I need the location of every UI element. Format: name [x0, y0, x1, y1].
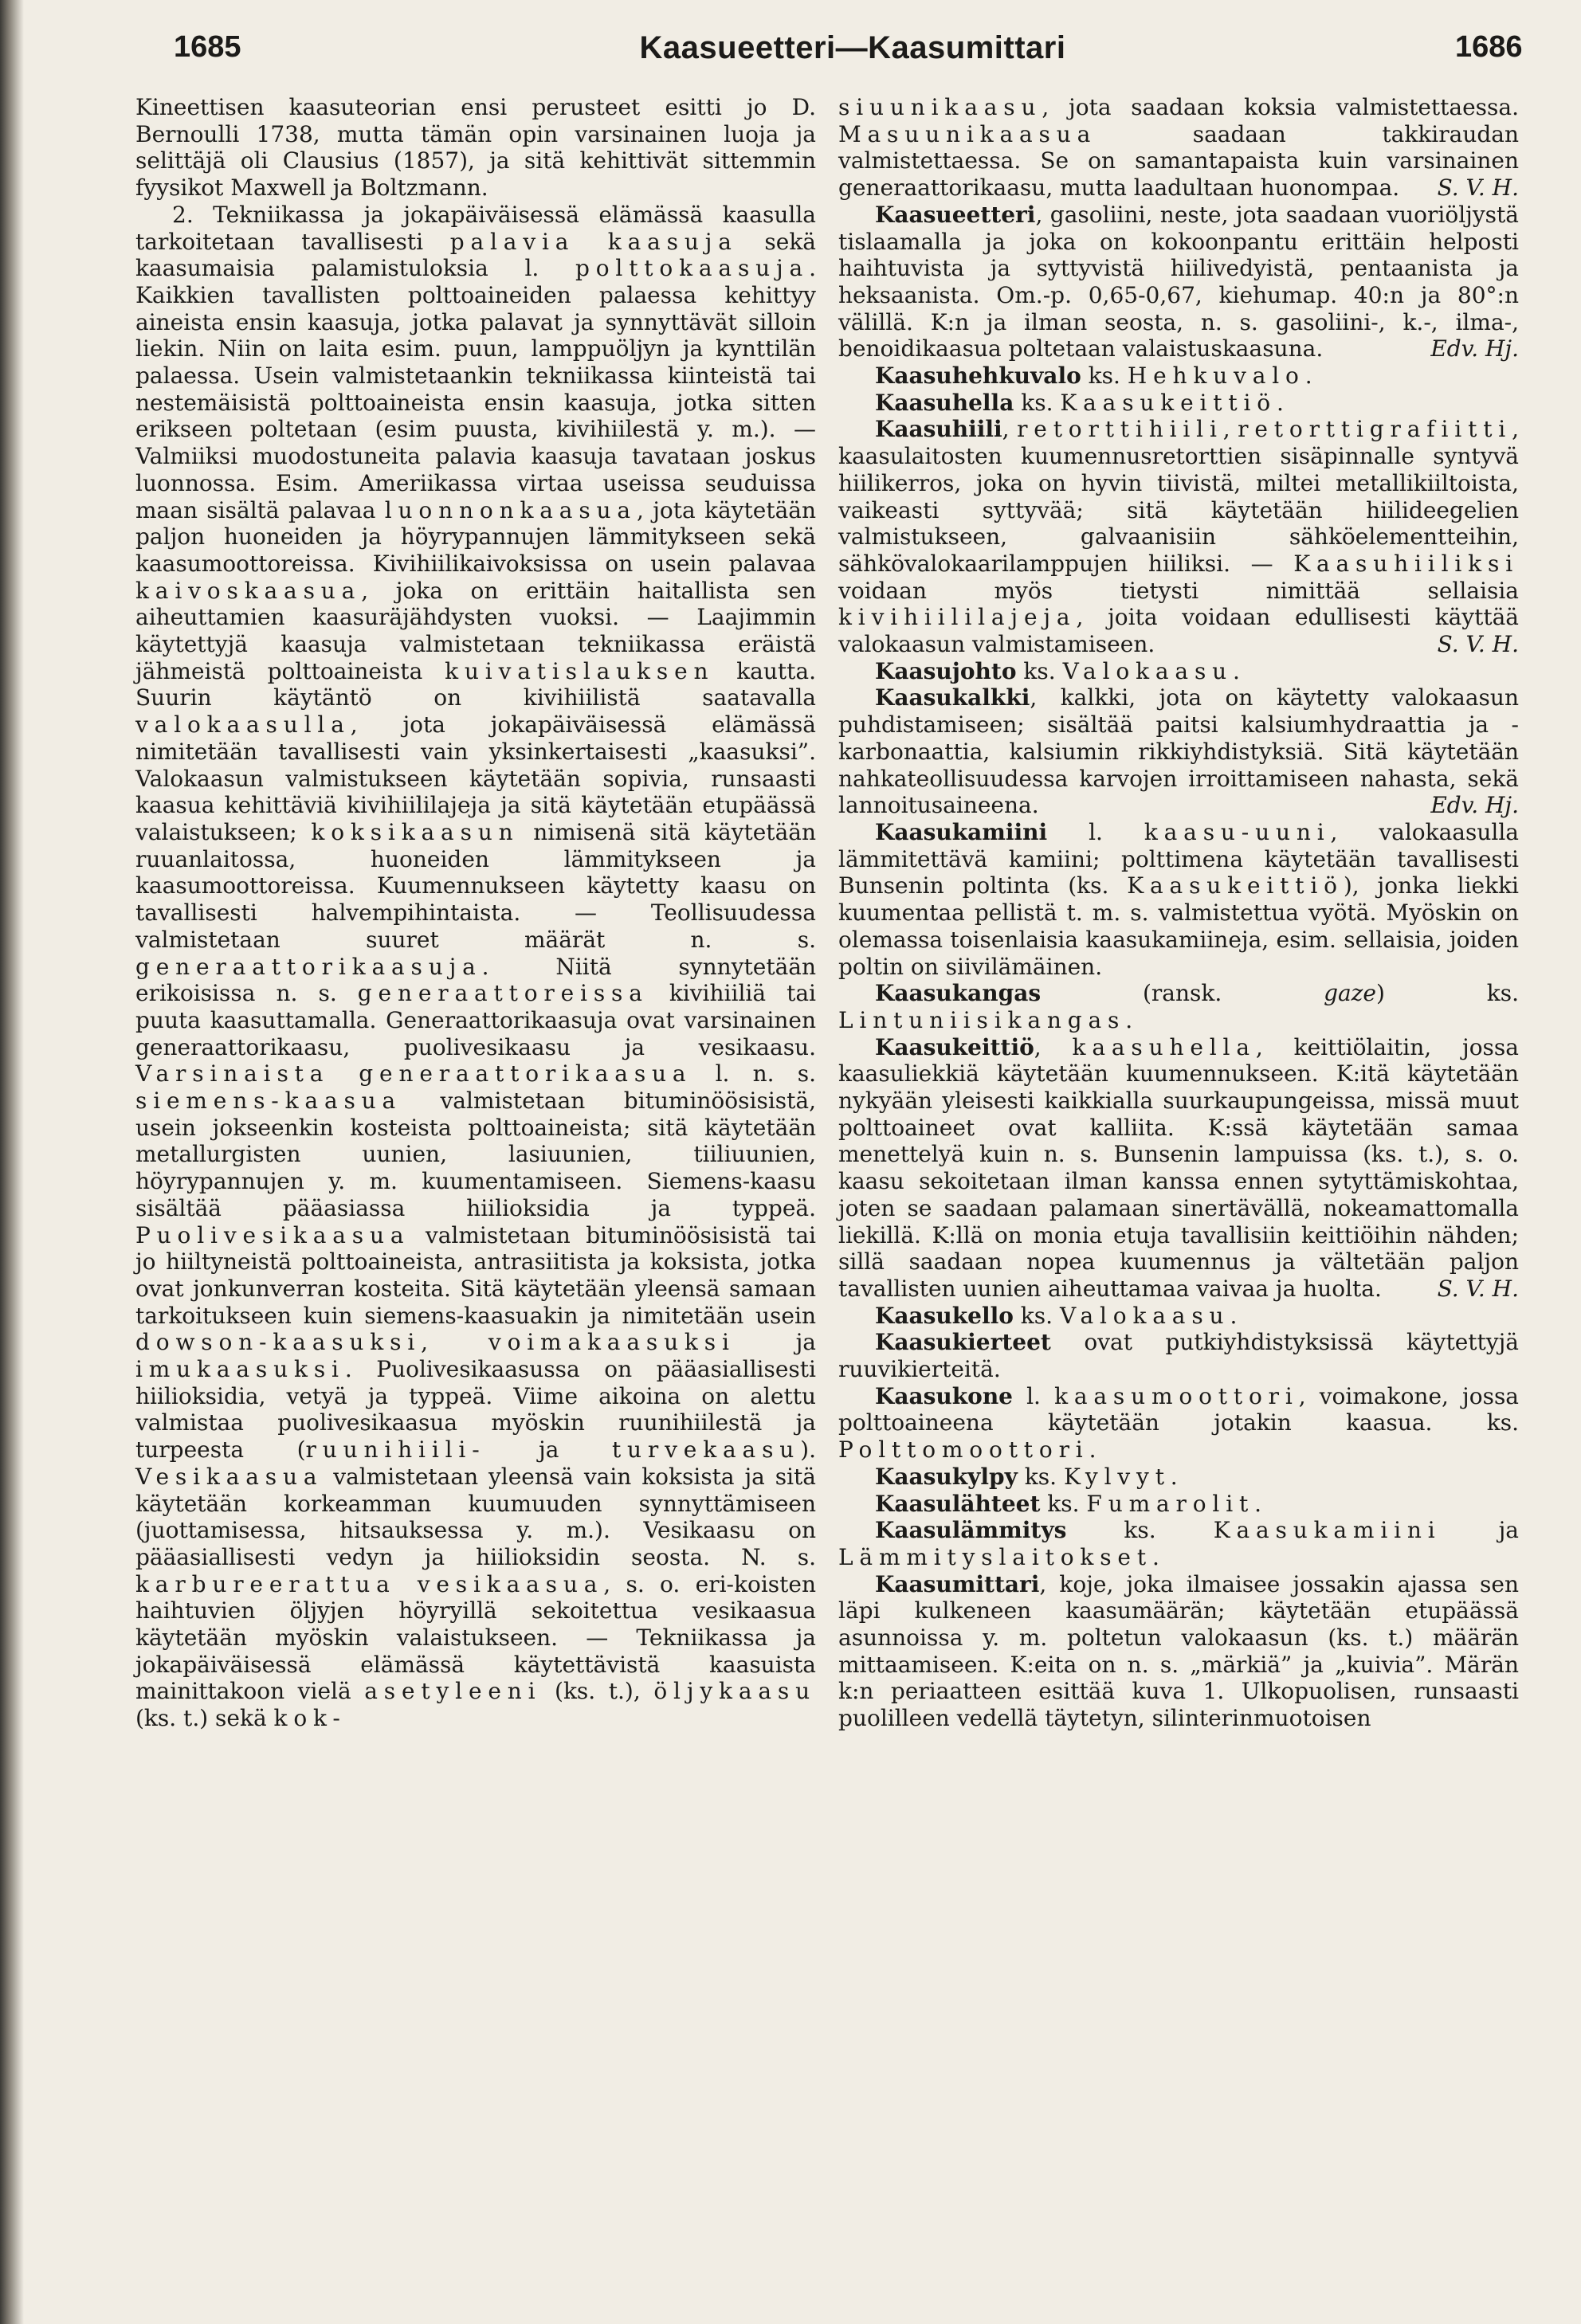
spaced-term: kaasuhella	[1072, 1033, 1256, 1060]
text-run: .	[1254, 1490, 1261, 1517]
headword: Kaasujohto	[875, 657, 1017, 684]
text-run: voidaan myös tietysti nimittää sellaisia	[838, 577, 1519, 604]
text-run: 2. Tekniikassa ja jokapäiväisessä elämässä kaasulla tarkoitetaan tavallisesti	[135, 201, 816, 255]
spaced-term: Fumarolit	[1086, 1490, 1255, 1517]
running-head: Kaasueetteri—Kaasumittari	[639, 30, 1066, 65]
headword: Kaasuhella	[875, 389, 1014, 416]
spaced-term: kok-	[273, 1705, 347, 1732]
spaced-term: Polttomoottori	[838, 1436, 1089, 1464]
text-run: , voimakone, jossa polttoaineena käytetään jotakin kaasua. ks.	[838, 1382, 1519, 1436]
text-run: ovat putkiyhdistyksissä käytettyjä ruuvikierteitä.	[838, 1329, 1519, 1383]
spaced-term: dowson-kaasuksi	[135, 1329, 422, 1356]
spaced-term: Hehkuvalo	[1127, 363, 1305, 390]
text-run: .	[1089, 1436, 1096, 1464]
author-signature: S. V. H.	[1437, 1275, 1519, 1302]
paragraph-continued	[838, 94, 1519, 202]
text-run: ,	[1002, 416, 1018, 443]
text-run: ks.	[1040, 1490, 1087, 1517]
italic-term: gaze	[1324, 980, 1377, 1007]
text-run: ks.	[1017, 1463, 1064, 1490]
entry-kaasukeittio	[838, 1034, 1519, 1303]
text-run: .	[1233, 657, 1240, 684]
spaced-term: karbureerattua vesikaasua	[135, 1570, 604, 1597]
spaced-term: kivihiililajeja	[838, 604, 1077, 631]
text-run: ks.	[1014, 389, 1061, 416]
author-signature: Edv. Hj.	[1430, 792, 1519, 819]
spaced-term: imukaasuksi	[135, 1356, 345, 1383]
text-run: . Puolivesikaasussa on pääasiallisesti hiilioksidia, vetyä ja typpeä. Viime aikoina on alettu valmistaa puolivesikaasua myöskin ruunihiilestä ja turpeesta (	[135, 1356, 816, 1464]
spaced-term: luonnonkaasua	[384, 496, 637, 523]
entry-kaasukello	[838, 1303, 1519, 1330]
text-run: . Kaikkien tavallisten polttoaineiden palaessa kehittyy aineista ensin kaasuja, jotka palavat ja synnyttävät silloin liekin. Niin on laita esim. puun, lamppuöljyn ja kynttilän palaessa. Usein valmistetaankin tekniikassa kiinteistä tai nestemäisistä polttoaineista ensin kaasuja, jotka sitten erikseen poltetaan (esim puusta, kivihiilestä y. m.). — Valmiiksi muodostuneita palavia kaasuja tavataan joskus luonnossa. Esim. Ameriikassa virtaa useissa seuduissa maan sisältä palavaa	[135, 255, 816, 523]
text-run: . Niitä synnytetään erikoisissa n. s.	[135, 953, 816, 1007]
page-number-right: 1686	[1455, 30, 1523, 64]
headword: Kaasukeittiö	[875, 1033, 1034, 1060]
page-header	[0, 30, 1581, 78]
spaced-term: polttokaasuja	[575, 255, 810, 282]
entry-kaasukalkki	[838, 684, 1519, 819]
spaced-term: Kylvyt	[1063, 1463, 1171, 1490]
text-run: ,	[1222, 416, 1238, 443]
text-run: saadaan takkiraudan valmistettaessa. Se on samantapaista kuin varsinainen generaattorikaasu, mutta laadultaan huonompaa.	[838, 120, 1519, 202]
author-signature: Edv. Hj.	[1430, 335, 1519, 363]
spaced-term: Lintuniisikangas	[838, 1006, 1126, 1033]
entry-kaasumittari	[838, 1571, 1519, 1732]
right-column	[838, 94, 1519, 1732]
spaced-term: Kaasukeittiö	[1127, 872, 1344, 899]
text-run: (ks. t.),	[541, 1678, 654, 1705]
spaced-term: Lämmityslaitokset	[838, 1543, 1152, 1570]
text-run: ja	[1441, 1517, 1519, 1544]
headword: Kaasukamiini	[875, 818, 1048, 845]
spaced-term: palavia kaasuja	[449, 228, 738, 255]
spaced-term: Masuunikaasua	[838, 120, 1097, 147]
entry-kaasukierteet	[838, 1329, 1519, 1382]
spaced-term: generaattoreissa	[357, 980, 649, 1007]
entry-kaasuhella	[838, 390, 1519, 417]
text-run: .	[1151, 1543, 1159, 1570]
headword: Kaasuhiili	[875, 416, 1002, 443]
headword: Kaasulähteet	[875, 1490, 1041, 1517]
left-column	[135, 94, 816, 1732]
headword: Kaasuhehkuvalo	[875, 363, 1081, 390]
spaced-term: Vesikaasua	[135, 1463, 324, 1490]
text-run: Kineettisen kaasuteorian ensi perusteet esitti jo D. Bernoulli 1738, mutta tämän opin varsinainen luoja ja selittäjä oli Clausius (1857), ja sitä kehittivät sittemmin fyysikot Maxwell ja Boltzmann.	[135, 94, 816, 202]
spaced-term: valokaasulla	[135, 711, 351, 739]
text-run: .	[1230, 1302, 1238, 1329]
entry-kaasuhehkuvalo	[838, 363, 1519, 390]
text-run: kivihiiliä tai puuta kaasuttamalla. Generaattorikaasuja ovat varsinainen generaattorikaasu, puolivesikaasu ja vesikaasu.	[135, 980, 816, 1060]
spaced-term: siemens-kaasua	[135, 1088, 402, 1115]
text-run: , jota jokapäiväisessä elämässä nimitetään tavallisesti vain yksinkertaisesti „kaasuksi”. Valokaasun valmistukseen käytetään sopivia, runsaasti kaasua kehittäviä kivihiililajeja ja sitä käytetään etupäässä valaistukseen;	[135, 711, 816, 845]
text-run: , joita voidaan edullisesti käyttää valokaasun valmistamiseen.	[838, 604, 1519, 658]
text-run: ks.	[1016, 657, 1063, 684]
headword: Kaasumittari	[875, 1570, 1040, 1597]
text-run: , s. o. eri-koisten haihtuvien öljyjen höyryillä sekoitettua vesikaasua käytetään myöskin valaistukseen. — Tekniikassa ja jokapäiväisessä elämässä käytettävistä kaasuista mainittakoon vielä	[135, 1570, 816, 1705]
headword: Kaasueetteri	[875, 201, 1036, 228]
text-run: .	[1277, 389, 1284, 416]
entry-kaasukone	[838, 1383, 1519, 1464]
text-run: kautta. Suurin käytäntö on kivihiilistä saatavalla	[135, 657, 816, 711]
entry-kaasukamiini	[838, 819, 1519, 980]
spaced-term: koksikaasun	[311, 818, 520, 845]
spaced-term: retorttihiili	[1017, 416, 1223, 443]
spaced-term: kaasu-uuni	[1144, 818, 1331, 845]
text-run: nimisenä sitä käytetään ruuanlaitossa, huoneiden lämmitykseen ja kaasumoottoreissa. Kuumennukseen käytetty kaasu on tavallisesti halvempihintaista. — Teollisuudessa valmistetaan suuret määrät n. s.	[135, 818, 816, 953]
text-run: valmistetaan bituminöösisistä, usein jokseenkin kosteista polttoaineista; sitä käytetään metallurgisten uunien, lasiuunien, tiiliuunien, höyrypannujen y. m. kuumentamiseen. Siemens-kaasu sisältää pääasiassa hiilioksidia ja typpeä.	[135, 1088, 816, 1221]
entry-kaasueetteri	[838, 202, 1519, 363]
headword: Kaasukierteet	[875, 1329, 1051, 1356]
headword: Kaasulämmitys	[875, 1517, 1067, 1544]
text-run: ja	[735, 1329, 816, 1356]
headword: Kaasukylpy	[875, 1463, 1018, 1490]
spaced-term: kaasumoottori	[1054, 1382, 1299, 1409]
text-run: l. n. s.	[692, 1060, 816, 1088]
text-run: ks.	[1081, 363, 1128, 390]
text-run: ).	[800, 1436, 816, 1464]
entry-kaasuhiili	[838, 416, 1519, 657]
text-run: (ks. t.) sekä	[135, 1705, 274, 1732]
text-run: valmistetaan yleensä vain koksista ja sitä käytetään korkeamman kuumuuden synnyttämiseen (juottamisessa, hitsauksessa y. m.). Vesikaasu on pääasiallisesti vedyn ja hiilioksidin seosta. N. s.	[135, 1463, 816, 1570]
spaced-term: Puolivesikaasua	[135, 1221, 410, 1248]
entry-kaasulahteet	[838, 1491, 1519, 1518]
text-run: valmistetaan bituminöösisistä tai jo hiiltyneistä polttoaineista, antrasiitista ja koksista, jotka ovat jonkunverran kosteita. Sitä käytetään yleensä samaan tarkoitukseen kuin siemens-kaasuakin ja nimitetään usein	[135, 1221, 816, 1329]
text-run: l.	[1013, 1382, 1055, 1409]
text-run: ,	[1034, 1033, 1073, 1060]
entry-kaasukylpy	[838, 1464, 1519, 1491]
text-run: ks.	[1013, 1302, 1060, 1329]
spaced-term: Valokaasu	[1059, 1302, 1230, 1329]
text-run: l.	[1047, 818, 1144, 845]
text-run: , joka on erittäin haitallista sen aiheuttamien kaasuräjähdysten vuoksi. — Laajimmin käytettyjä kaasuja valmistetaan tekniikassa eräistä jähmeistä polttoaineista	[135, 577, 816, 684]
text-run: , jota saadaan koksia valmistettaessa.	[1042, 94, 1519, 120]
headword: Kaasukangas	[875, 980, 1042, 1007]
text-run: (ransk.	[1041, 980, 1324, 1007]
text-run: ks.	[1066, 1517, 1214, 1544]
headword: Kaasukello	[875, 1302, 1014, 1329]
spaced-term: Valokaasu	[1062, 657, 1234, 684]
text-run: .	[1170, 1463, 1178, 1490]
text-run: sekä kaasumaisia palamistuloksia l.	[135, 228, 816, 282]
headword: Kaasukone	[875, 1382, 1013, 1409]
spaced-term: voimakaasuksi	[488, 1329, 736, 1356]
text-run: , keittiölaitin, jossa kaasuliekkiä käytetään kuumennukseen. K:itä käytetään nykyään yleisesti kaikkialla suurkaupungeissa, missä muut polttoaineet ovat kalliita. K:ssä käytetään samaa menettelyä kuin n. s. Bunsenin lampuissa (ks. t.), s. o. kaasu sekoitetaan ilman kanssa ennen sytyttämiskohtaa, joten se saadaan palamaan sinertävällä, nokeamattomalla liekillä. K:llä on monia etuja tavallisiin keittiöihin nähden; sillä saadaan nopea kuumennus ja vältetään paljon tavallisten uunien aiheuttamaa vaivaa ja huolta.	[838, 1033, 1519, 1302]
page-number-left: 1685	[174, 30, 241, 64]
author-signature: S. V. H.	[1437, 174, 1519, 202]
text-run: , kaasulaitosten kuumennusretorttien sisäpinnalle syntyvä hiilikerros, joka on hyvin tiivistä, miltei metallikiiltoista, vaikeasti syttyvää; sitä käytetään hiilideegelien valmistukseen, galvaanisiin sähköelementteihin, sähkövalokaarilamppujen hiiliksi. —	[838, 416, 1519, 577]
headword: Kaasukalkki	[875, 684, 1030, 711]
author-signature: S. V. H.	[1437, 631, 1519, 658]
text-run: .	[1304, 363, 1312, 390]
spaced-term: turvekaasu	[611, 1436, 801, 1464]
spaced-term: öljykaasu	[653, 1678, 816, 1705]
spaced-term: Kaasukeittiö	[1060, 389, 1277, 416]
spaced-term: asetyleeni	[364, 1678, 542, 1705]
text-run: , valokaasulla lämmitettävä kamiini; polttimena käytetään tavallisesti Bunsenin poltinta (ks.	[838, 818, 1519, 899]
text-run: , kalkki, jota on käytetty valokaasun puhdistamiseen; sisältää paitsi kalsiumhydraattia ja -karbonaattia, kalsiumin rikkiyhdistyksiä. Sitä käytetään nahkateollisuudessa karvojen irroittamiseen nahasta, sekä lannoitusaineena.	[838, 684, 1519, 819]
text-run: , koje, joka ilmaisee jossakin ajassa sen läpi kulkeneen kaasumäärän; käytetään etupäässä asunnoissa y. m. poltetun valokaasun (ks. t.) määrän mittaamiseen. K:eita on n. s. „märkiä” ja „kuivia”. Märän k:n periaatteen esittää kuva 1. Ulkopuolisen, runsaasti puolilleen vedellä täytetyn, silinterinmuotoisen	[838, 1570, 1519, 1732]
spaced-term: kuivatislauksen	[445, 657, 715, 684]
spaced-term: siuunikaasu	[838, 94, 1042, 120]
text-run: ), jonka liekki kuumentaa pellistä t. m. s. valmistettua vyötä. Myöskin on olemassa toisenlaisia kaasukamiineja, esim. sellaisia, joiden poltin on siivilämäinen.	[838, 872, 1519, 980]
text-run: ,	[421, 1329, 488, 1356]
text-run: ) ks.	[1376, 980, 1519, 1007]
entry-kaasujohto	[838, 658, 1519, 685]
text-run: ja	[485, 1436, 612, 1464]
spaced-term: Kaasuhiiliksi	[1293, 550, 1519, 577]
paragraph-technical-gases	[135, 202, 816, 1732]
spaced-term: retorttigrafiitti	[1238, 416, 1512, 443]
text-run: .	[1125, 1006, 1133, 1033]
page-edge-shadow	[0, 0, 24, 2324]
spaced-term: Kaasukamiini	[1213, 1517, 1442, 1544]
spaced-term: generaattorikaasuja	[135, 953, 482, 980]
text-run: , jota käytetään paljon huoneiden ja höyrypannujen lämmitykseen sekä kaasumoottoreissa. Kivihiilikaivoksissa on usein palavaa	[135, 496, 816, 577]
text-run: , gasoliini, neste, jota saadaan vuoriöljystä tislaamalla ja joka on kokoonpantu erittäin helposti haihtuvista ja syttyvistä hiilivedyistä, pentaanista ja heksaanista. Om.-p. 0,65-0,67, kiehumap. 40:n ja 80°:n välillä. K:n ja ilman seosta, n. s. gasoliini-, k.-, ilma-, benoidikaasua poltetaan valaistuskaasuna.	[838, 201, 1519, 363]
spaced-term: kaivoskaasua	[135, 577, 362, 604]
entry-kaasukangas	[838, 980, 1519, 1033]
spaced-term: Varsinaista generaattorikaasua	[135, 1060, 692, 1088]
entry-kaasulammitys	[838, 1517, 1519, 1570]
paragraph-kinetic-theory	[135, 94, 816, 202]
spaced-term: ruunihiili-	[305, 1436, 486, 1464]
